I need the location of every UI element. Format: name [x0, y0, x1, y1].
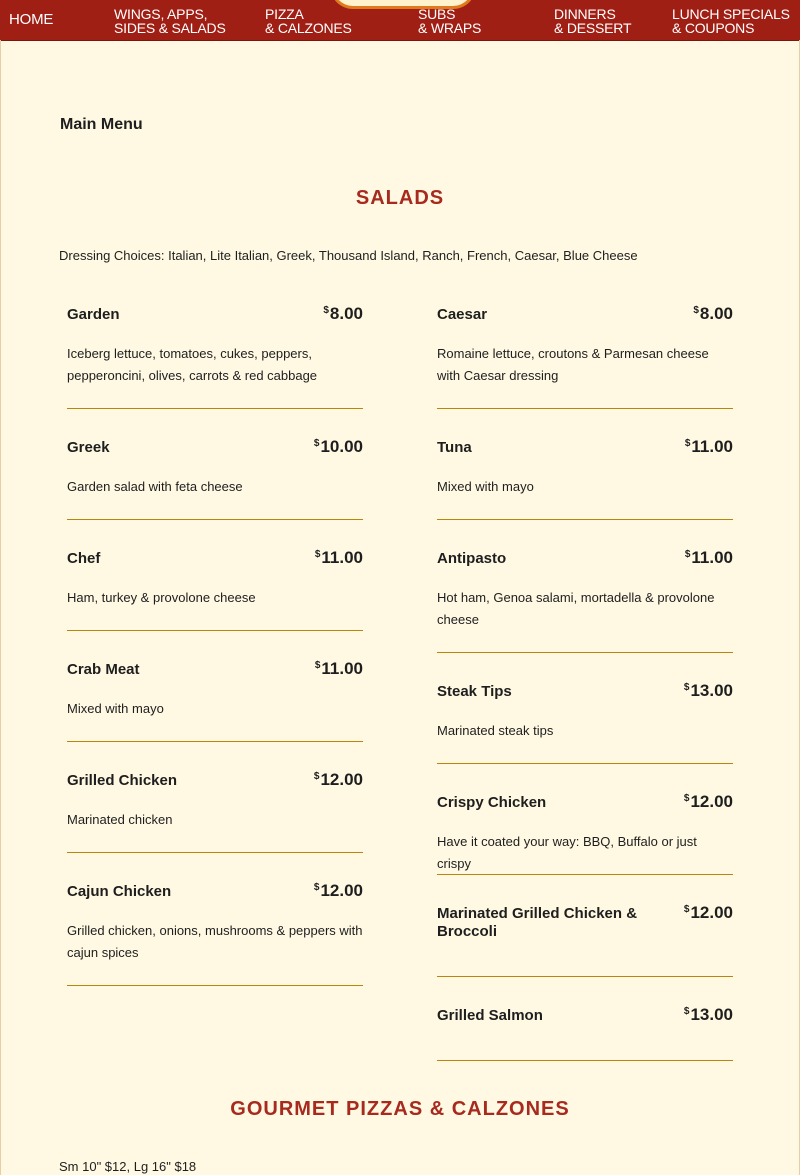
currency-symbol: $: [313, 882, 320, 893]
item-name: Grilled Chicken: [67, 772, 178, 789]
currency-symbol: $: [683, 904, 690, 915]
item-name: Chef: [67, 550, 101, 567]
price-value: 8.00: [329, 304, 363, 323]
item-price: [684, 1005, 733, 1025]
nav-label-line1: DINNERS: [554, 6, 616, 22]
item-name: Marinated Grilled Chicken & Broccoli: [437, 905, 638, 940]
item-description: Have it coated your way: BBQ, Buffalo or just crispy: [437, 834, 697, 871]
currency-symbol: $: [684, 549, 691, 560]
menu-item: [437, 550, 733, 653]
item-description: Garden salad with feta cheese: [67, 479, 243, 494]
item-name: Grilled Salmon: [437, 1007, 543, 1024]
item-name: Garden: [67, 306, 120, 323]
menu-item: [437, 1007, 733, 1061]
price-value: 10.00: [320, 437, 363, 456]
item-price: [684, 681, 733, 701]
section-title-salads: SALADS: [355, 187, 445, 209]
currency-symbol: $: [313, 438, 320, 449]
price-value: 11.00: [321, 659, 363, 678]
item-name: Crispy Chicken: [437, 794, 547, 811]
item-price: [684, 792, 733, 812]
nav-label-line1: LUNCH SPECIALS: [672, 6, 790, 22]
item-description: Romaine lettuce, croutons & Parmesan cheese with Caesar dressing: [437, 346, 709, 383]
item-name: Caesar: [437, 306, 488, 323]
item-price: [685, 548, 733, 568]
item-name: Greek: [67, 439, 110, 456]
menu-item: [67, 772, 363, 853]
menu-item: [437, 905, 733, 977]
page-border-left: [0, 40, 1, 1175]
nav-home[interactable]: HOME: [9, 11, 54, 28]
nav-label-line2: & CALZONES: [265, 20, 352, 36]
item-price: [323, 304, 363, 324]
nav-label-line2: & WRAPS: [418, 20, 482, 36]
menu-item: [437, 794, 733, 875]
item-name: Antipasto: [437, 550, 507, 567]
item-description: Ham, turkey & provolone cheese: [67, 590, 256, 605]
dressing-choices: Dressing Choices: Italian, Lite Italian, Greek, Thousand Island, Ranch, French, Caesar, Blue Cheese: [59, 248, 638, 263]
menu-item: [67, 550, 363, 631]
top-navigation: [0, 0, 800, 41]
menu-item: [67, 439, 363, 520]
menu-item: [437, 683, 733, 764]
breadcrumb-main-menu[interactable]: Main Menu: [60, 116, 143, 133]
price-value: 12.00: [690, 903, 733, 922]
currency-symbol: $: [693, 305, 699, 316]
price-value: 13.00: [690, 681, 733, 700]
price-value: 11.00: [691, 437, 733, 456]
item-description: Iceberg lettuce, tomatoes, cukes, peppers, pepperoncini, olives, carrots & red cabbage: [67, 346, 318, 383]
item-name: Crab Meat: [67, 661, 140, 678]
item-name: Cajun Chicken: [67, 883, 172, 900]
price-value: 11.00: [321, 548, 363, 567]
nav-label-line1: SUBS: [418, 6, 456, 22]
item-price: [314, 770, 363, 790]
nav-wings-apps-sides-salads[interactable]: [114, 7, 226, 35]
currency-symbol: $: [683, 793, 690, 804]
menu-item: [67, 883, 363, 986]
nav-label-line2: & DESSERT: [554, 20, 632, 36]
price-value: 13.00: [690, 1005, 733, 1024]
item-price: [314, 437, 363, 457]
item-price: [693, 304, 733, 324]
item-description: Marinated chicken: [67, 812, 173, 827]
nav-pizza-calzones[interactable]: [265, 7, 352, 35]
currency-symbol: $: [323, 305, 329, 316]
price-value: 8.00: [699, 304, 733, 323]
section-title-pizzas-calzones: GOURMET PIZZAS & CALZONES: [230, 1098, 570, 1120]
menu-item: [67, 306, 363, 409]
item-name: Steak Tips: [437, 683, 512, 700]
currency-symbol: $: [314, 549, 321, 560]
currency-symbol: $: [314, 660, 321, 671]
item-description: Mixed with mayo: [67, 701, 164, 716]
price-value: 12.00: [690, 792, 733, 811]
item-description: Hot ham, Genoa salami, mortadella & provolone cheese: [437, 590, 715, 627]
nav-label-line2: & COUPONS: [672, 20, 755, 36]
nav-label-line1: WINGS, APPS,: [114, 6, 208, 22]
currency-symbol: $: [683, 682, 690, 693]
item-name: Tuna: [437, 439, 472, 456]
menu-item: [67, 661, 363, 742]
pizza-sizes: Sm 10" $12, Lg 16" $18: [59, 1159, 197, 1174]
currency-symbol: $: [313, 771, 320, 782]
nav-dinners-dessert[interactable]: [554, 7, 631, 35]
currency-symbol: $: [683, 1006, 690, 1017]
price-value: 12.00: [320, 770, 363, 789]
nav-label-line2: SIDES & SALADS: [114, 20, 226, 36]
item-price: [315, 548, 363, 568]
menu-item: [437, 439, 733, 520]
item-price: [315, 659, 363, 679]
item-description: Grilled chicken, onions, mushrooms & peppers with cajun spices: [67, 923, 363, 960]
item-price: [685, 437, 733, 457]
currency-symbol: $: [684, 438, 691, 449]
nav-lunch-specials-coupons[interactable]: [672, 7, 790, 35]
price-value: 12.00: [320, 881, 363, 900]
item-price: [684, 903, 733, 923]
item-price: [314, 881, 363, 901]
item-description: Marinated steak tips: [437, 723, 554, 738]
nav-label-line1: PIZZA: [265, 6, 304, 22]
nav-subs-wraps[interactable]: [418, 7, 481, 35]
menu-item: [437, 306, 733, 409]
price-value: 11.00: [691, 548, 733, 567]
item-description: Mixed with mayo: [437, 479, 534, 494]
